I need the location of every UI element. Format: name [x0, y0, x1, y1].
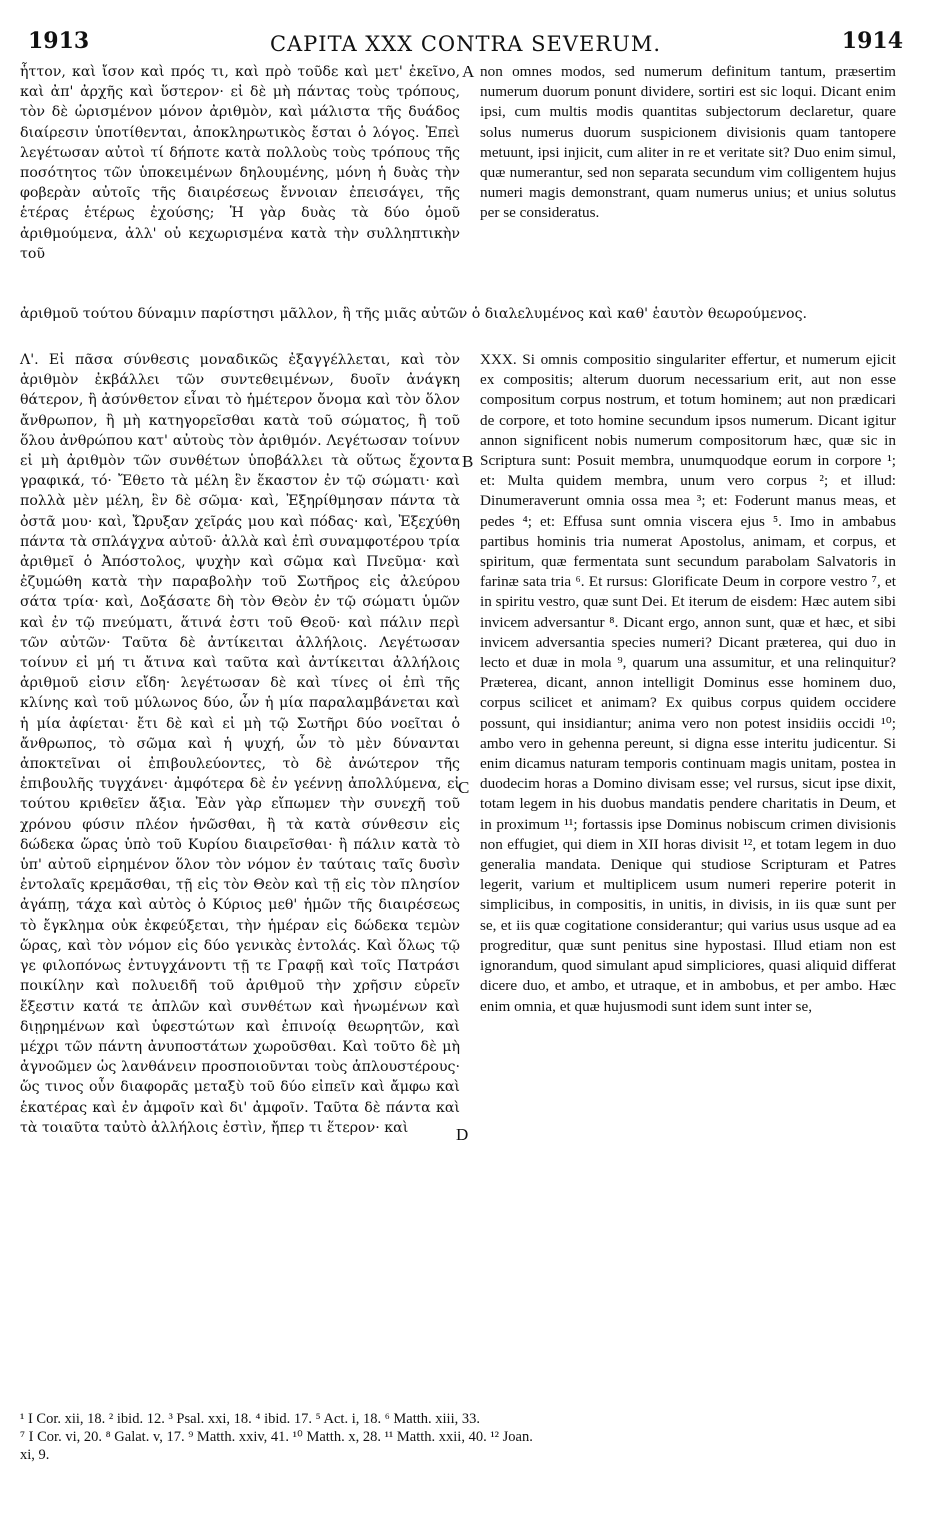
margin-marker-a: A: [462, 62, 475, 81]
latin-paragraph-continued: non omnes modos, sed numerum definitum tantum, præsertim numerum duorum ponunt dividere, sortiri est sic loqui. Dicant enim ipsi, cum multis modis quantitas subjectorum declaretur, quare solus numerus duorum suspicionem divisionis quam tantopere metuunt, ipsi injicit, cum aliter in re et veritate sit? Duo enim simul, quæ numerantur, sed non separata secundum vim colligentem hujus numeri magis demonstrant, quam numerus unius; et unius solutus per se consideratus.: [480, 63, 896, 222]
running-title: CAPITA XXX CONTRA SEVERUM.: [269, 32, 662, 56]
footnotes: [20, 1410, 900, 1464]
margin-marker-d: D: [456, 1125, 469, 1144]
page-number-left: 1913: [28, 28, 90, 54]
footnote-line: ¹ I Cor. xii, 18. ² ibid. 12. ³ Psal. xxi, 18. ⁴ ibid. 17. ⁵ Act. i, 18. ⁶ Matth. xiii, 33.: [20, 1411, 480, 1427]
latin-column-top: [480, 62, 896, 224]
greek-column-section-30: [20, 350, 460, 1138]
greek-span-text: ἀριθμοῦ τούτου δύναμιν παρίστησι μᾶλλον, ἢ τῆς μιᾶς αὐτῶν ὁ διαλελυμένος καὶ καθ' ἑαυτὸν θεωρούμενος.: [20, 306, 808, 322]
latin-section-text: XXX. Si omnis compositio singulariter effertur, et numerum ejicit ex compositis; alterum duorum necessarium erit, aut non esse compositum corpus nostrum, et totum hominem; aut non prædicari de corpore, et toto homine secundum ipsos numerum. Dicant igitur annon significent nobis numerum compositorum hæc, quæ sic in Scriptura sunt: Posuit membra, unumquodque eorum in corpore ¹; et: Multa quidem membra, unum vero corpus ²; et illud: Dinumeraverunt omnia ossa mea ³; et: Foderunt manus meas, et pedes ⁴; et: Effusa sunt omnia viscera ejus ⁵. Imo in ambabus partibus hominis tria numerat Apostolus, animam, et corpus, et spiritum, quæ fermentata sunt secundum parabolam Salvatoris in farinæ sata tria ⁶. Et rursus: Glorificate Deum in corpore vestro ⁷, et in spiritu vestro, quæ sunt Dei. Et iterum de eisdem: Hæc autem sibi invicem adversantur ⁸. Dicant ergo, annon sunt, quæ et hæc, et sibi invicem adversantia species numeri? Dicant præterea, qui duo in lecto et duæ in mola ⁹, quarum una assumitur, et una relinquitur? Præterea, dicant, annon intelligit Dominus esse hominem duo, corpus scilicet et animam? Ex quibus corpus quidem occidere possunt, qui insidiantur; anima vero non potest insidiis occidi ¹⁰; ambo vero in gehenna pereunt, si digna esse interitu judicentur. Si enim dicamus naturam temporis continuam magis unitam, postea in duodecim horas a Domino divisam esse; vel rursus, sicut ipse dixit, totam legem in his duobus mandatis pendere charitatis in Deum, et in proximum ¹¹; fortassis ipse Dominus nobiscum crimen divisionis non effugiet, qui diem in XII horas divisit ¹², et totam legem in duo generalia mandata. Denique qui studiose Scripturam et Patres legerit, varium et multiplicem usum numeri reperire poterit in simplicibus, in compositis, in unitis, in divisis, in iis quæ sunt per se, et iis quæ cogitatione considerantur; qui varius usus usque ad ea progreditur, quæ sunt penitus sine hypostasi. Illud etiam non est ignorandum, quod simulant apud simpliciores, quasi aliquid differat dicere duo, et ambo, et utraque, et in ambobus, et per ambo. Hæc enim omnia, et quæ hujusmodi sunt idem sunt inter se,: [480, 351, 896, 1015]
footnote-line: xi, 9.: [20, 1447, 50, 1463]
margin-marker-c: C: [458, 778, 470, 797]
page-header: [20, 28, 911, 62]
latin-column-section-30: [480, 350, 896, 1017]
greek-section-text: Λ'. Εἰ πᾶσα σύνθεσις μοναδικῶς ἐξαγγέλλεται, καὶ τὸν ἀριθμὸν ἐκβάλλει τῶν συντεθειμένων, δυοῖν ἀνάγκη θάτερον, ἢ ἀσύνθετον εἶναι τὸ ἡμέτερον ὄνομα καὶ τὸν ὅλον ἄνθρωπον, ἢ μὴ κατηγορεῖσθαι κατὰ τοῦ σώματος, ἢ τοῦ ὅλου ἀνθρώπου κατ' αὐτοὺς τὸν ἀριθμόν. Λεγέτωσαν τοίνυν εἰ μὴ ἀριθμὸν τῶν συνθέτων ὑποβάλλει τὰ οὕτως ἔχοντα γραφικά, τό· Ἔθετο τὰ μέλη ἓν ἕκαστον ἐν τῷ σώματι· καὶ πολλὰ μὲν μέλη, ἓν δὲ σῶμα· καὶ, Ἐξηρίθμησαν πάντα τὰ ὀστᾶ μου· καὶ, Ὤρυξαν χεῖράς μου καὶ πόδας· καὶ, Ἐξεχύθη πάντα τὰ σπλάγχνα αὐτοῦ· ἀλλὰ καὶ ἐπὶ συναμφοτέρου τρία ἀριθμεῖ ὁ Ἀπόστολος, ψυχὴν καὶ σῶμα καὶ Πνεῦμα· καὶ ἐζυμώθη κατὰ τὴν παραβολὴν τοῦ Σωτῆρος εἰς ἀλεύρου σάτα τρία· καὶ, Δοξάσατε δὴ τὸν Θεὸν ἐν τῷ σώματι ὑμῶν καὶ ἐν τῷ πνεύματι, ἅτινά ἐστι τοῦ Θεοῦ· καὶ πάλιν περὶ τῶν αὐτῶν· Ταῦτα δὲ ἀντίκειται ἀλλήλοις. Λεγέτωσαν τοίνυν εἰ μή τι ἄτινα καὶ ταῦτα καὶ ἀντίκειται ἀλλήλοις ἀριθμοῦ εἰσιν εἴδη· λεγέτωσαν δὲ καὶ τίνες οἱ ἐπὶ τῆς κλίνης καὶ τοῦ μύλωνος δύο, ὧν ἡ μία παραλαμβάνεται καὶ ἡ μία ἀφίεται· ἔτι δὲ καὶ εἰ μὴ τῷ Σωτῆρι δύο νοεῖται ὁ ἄνθρωπος, τὸ σῶμα καὶ ἡ ψυχή, ὧν τὸ μὲν δύνανται ἀποκτεῖναι οἱ ἐπιβουλεύοντες, τὸ δὲ ἀνώτερον τῆς ἐπιβουλῆς τυγχάνει· ἀμφότερα δὲ ἐν γεέννῃ ἀπολλύμενα, εἰ τούτου κριθεῖεν ἄξια. Ἐὰν γὰρ εἴπωμεν τὴν συνεχῆ τοῦ χρόνου φύσιν πλέον ἡνῶσθαι, ἢ τὰ κατὰ σύνθεσιν εἰς δώδεκα ὥρας ὑπὸ τοῦ Κυρίου διαιρεῖσθαι· ἢ πάλιν κατὰ τὸ ὑπ' αὐτοῦ εἰρημένον ὅλον τὸν νόμον ἐν ταύταις ταῖς δυσὶν ἐντολαῖς κρεμᾶσθαι, τῇ εἰς τὸν Θεὸν καὶ τῇ εἰς τὸν πλησίον ἀγάπῃ, τάχα καὶ αὐτὸς ὁ Κύριος μεθ' ἡμῶν τῆς διαιρέσεως τὸ ἔγκλημα οὐκ ἐκφεύξεται, τὴν ἡμέραν εἰς δώδεκα τεμὼν ὥρας, καὶ τὸν νόμον εἰς δύο γενικὰς ἐντολάς. Καὶ ὅλως τῷ γε φιλοπόνως ἐντυγχάνοντι τῇ τε Γραφῇ καὶ τοῖς Πατράσι ποικίλην καὶ πολυειδῆ τοῦ ἀριθμοῦ τὴν χρῆσιν εὑρεῖν ἔξεστιν κατά τε ἁπλῶν καὶ συνθέτων καὶ ἡνωμένων καὶ διῃρημένων καὶ ὑφεστώτων καὶ ἐπινοίᾳ θεωρητῶν, καὶ μέχρι τῶν πάντη ἀνυποστάτων χωροῦσθαι. Καὶ τοῦτο δὲ μὴ ἀγνοῶμεν ὡς λανθάνειν προσποιοῦνται τοὺς ἁπλουστέρους· ὥς τινος οὖν διαφορᾶς μεταξὺ τοῦ δύο εἰπεῖν καὶ ἄμφω καὶ ἑκατέρας καὶ ἐν ἀμφοῖν καὶ δι' ἀμφοῖν. Ταῦτα δὲ πάντα καὶ τὰ τοιαῦτα ταὐτὸ ἀλλήλοις ἐστὶν, ἤπερ τι ἕτερον· καὶ: [20, 352, 460, 1136]
margin-marker-b: B: [462, 452, 474, 471]
footnote-line: ⁷ I Cor. vi, 20. ⁸ Galat. v, 17. ⁹ Matth. xxiv, 41. ¹⁰ Matth. x, 28. ¹¹ Matth. xxii, 40. ¹² Joan.: [20, 1429, 533, 1445]
greek-spanning-line: [20, 304, 896, 324]
greek-paragraph-continued: ἧττον, καὶ ἴσον καὶ πρός τι, καὶ πρὸ τοῦδε καὶ μετ' ἐκεῖνο, καὶ ἀπ' ἀρχῆς καὶ ὕστερον· εἰ δὲ μὴ πάντας τοὺς τρόπους, τὸν δὲ ὡρισμένον μόνον ἀριθμὸν, καὶ μάλιστα τῆς δυάδος διαίρεσιν ὑποτίθενται, ἀποκληρωτικὸς ἔσται ὁ λόγος. Ἐπεὶ λεγέτωσαν αὐτοὶ τί δήποτε κατὰ πολλοὺς τοὺς τρόπους τῆς ποσότητος τῶν ὑποκειμένων δηλουμένης, μόνη ἡ δυὰς τὴν φοβερὰν αὐτοῖς τῆς διαιρέσεως ἔννοιαν ἐπεισάγει, τῆς ἑτέρας ἑτέρως ἐχούσης; Ἡ γὰρ δυὰς τὰ δύο ὁμοῦ ἀριθμούμενα, ἀλλ' οὐ κεχωρισμένα κατὰ τὴν συλληπτικὴν τοῦ: [20, 64, 460, 262]
greek-column-top: [20, 62, 460, 264]
page-number-right: 1914: [841, 28, 903, 54]
